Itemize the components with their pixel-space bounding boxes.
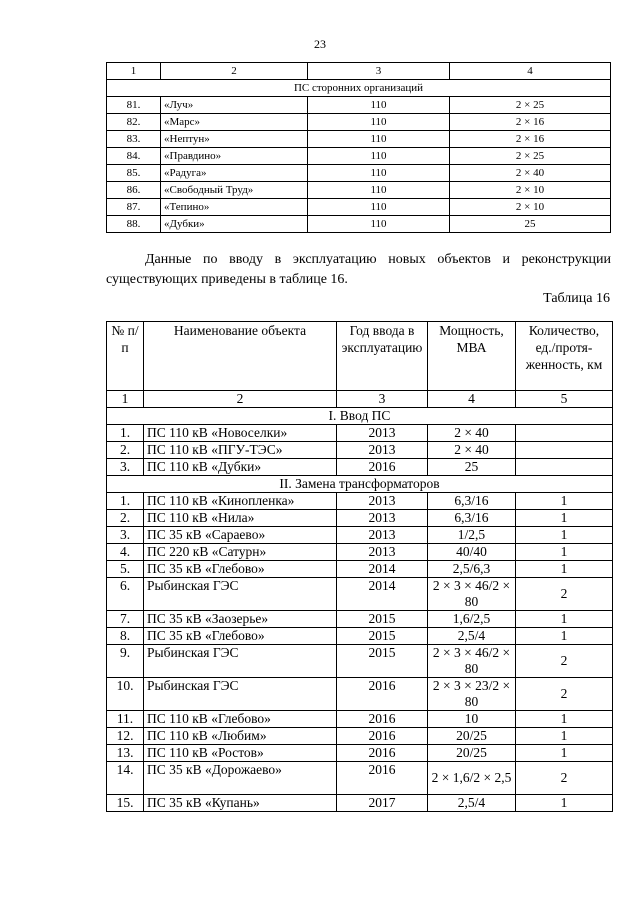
commission-year: 2013 bbox=[337, 544, 428, 561]
table-row bbox=[107, 97, 611, 114]
col-number: 2 bbox=[144, 391, 337, 408]
quantity: 1 bbox=[516, 611, 613, 628]
commission-year: 2014 bbox=[337, 561, 428, 578]
table-row bbox=[107, 148, 611, 165]
col-number: 4 bbox=[450, 63, 611, 80]
power: 2,5/6,3 bbox=[428, 561, 516, 578]
row-number: 2. bbox=[107, 510, 144, 527]
voltage: 110 bbox=[308, 216, 450, 233]
section-title: I. Ввод ПС bbox=[107, 408, 613, 425]
quantity bbox=[516, 442, 613, 459]
row-number: 84. bbox=[107, 148, 161, 165]
table-row bbox=[107, 544, 613, 561]
section-row bbox=[107, 476, 613, 493]
row-number: 11. bbox=[107, 711, 144, 728]
row-number: 5. bbox=[107, 561, 144, 578]
row-number: 2. bbox=[107, 442, 144, 459]
column-number-row bbox=[107, 63, 611, 80]
table-row bbox=[107, 745, 613, 762]
section-1-body bbox=[107, 425, 613, 476]
table-row bbox=[107, 527, 613, 544]
table-16 bbox=[106, 321, 613, 812]
power: 40/40 bbox=[428, 544, 516, 561]
paragraph-text: Данные по вводу в эксплуатацию новых объектов и реконструкции существующих приведены в таблице 16. bbox=[106, 252, 611, 287]
row-number: 15. bbox=[107, 795, 144, 812]
object-name: Рыбинская ГЭС bbox=[144, 678, 337, 711]
table-row bbox=[107, 165, 611, 182]
col-number: 5 bbox=[516, 391, 613, 408]
object-name: ПС 220 кВ «Сатурн» bbox=[144, 544, 337, 561]
row-number: 1. bbox=[107, 425, 144, 442]
header-cell-year: Год ввода в эксплуатацию bbox=[337, 322, 428, 391]
header-cell-quantity: Количество, ед./протя-женность, км bbox=[516, 322, 613, 391]
object-name: ПС 35 кВ «Сараево» bbox=[144, 527, 337, 544]
row-number: 82. bbox=[107, 114, 161, 131]
commission-year: 2016 bbox=[337, 762, 428, 795]
commission-year: 2013 bbox=[337, 442, 428, 459]
table-row bbox=[107, 762, 613, 795]
table-row bbox=[107, 199, 611, 216]
table-15-continuation bbox=[106, 62, 611, 233]
power: 1,6/2,5 bbox=[428, 611, 516, 628]
power: 20/25 bbox=[428, 745, 516, 762]
row-number: 6. bbox=[107, 578, 144, 611]
quantity bbox=[516, 459, 613, 476]
table-row bbox=[107, 493, 613, 510]
table-row bbox=[107, 182, 611, 199]
object-name: «Правдино» bbox=[161, 148, 308, 165]
table-row bbox=[107, 795, 613, 812]
commission-year: 2013 bbox=[337, 493, 428, 510]
object-name: ПС 110 кВ «Дубки» bbox=[144, 459, 337, 476]
row-number: 1. bbox=[107, 493, 144, 510]
object-name: ПС 35 кВ «Глебово» bbox=[144, 628, 337, 645]
power: 25 bbox=[428, 459, 516, 476]
object-name: ПС 35 кВ «Купань» bbox=[144, 795, 337, 812]
row-number: 7. bbox=[107, 611, 144, 628]
power: 2 × 16 bbox=[450, 131, 611, 148]
table-row bbox=[107, 442, 613, 459]
commission-year: 2015 bbox=[337, 628, 428, 645]
object-name: ПС 35 кВ «Заозерье» bbox=[144, 611, 337, 628]
voltage: 110 bbox=[308, 182, 450, 199]
table-row bbox=[107, 561, 613, 578]
table-row bbox=[107, 711, 613, 728]
commission-year: 2016 bbox=[337, 728, 428, 745]
object-name: ПС 110 кВ «Новоселки» bbox=[144, 425, 337, 442]
power: 2 × 10 bbox=[450, 182, 611, 199]
row-number: 13. bbox=[107, 745, 144, 762]
power: 2,5/4 bbox=[428, 628, 516, 645]
col-number: 3 bbox=[337, 391, 428, 408]
quantity: 1 bbox=[516, 493, 613, 510]
power: 2 × 40 bbox=[450, 165, 611, 182]
power: 2 × 3 × 46/2 × 80 bbox=[428, 645, 516, 678]
object-name: ПС 110 кВ «Нила» bbox=[144, 510, 337, 527]
table-row bbox=[107, 578, 613, 611]
table-row bbox=[107, 611, 613, 628]
table-row bbox=[107, 628, 613, 645]
object-name: Рыбинская ГЭС bbox=[144, 578, 337, 611]
power: 25 bbox=[450, 216, 611, 233]
quantity: 2 bbox=[516, 762, 613, 795]
row-number: 12. bbox=[107, 728, 144, 745]
table-row bbox=[107, 459, 613, 476]
quantity: 2 bbox=[516, 678, 613, 711]
row-number: 3. bbox=[107, 459, 144, 476]
power: 2 × 40 bbox=[428, 425, 516, 442]
voltage: 110 bbox=[308, 97, 450, 114]
object-name: «Нептун» bbox=[161, 131, 308, 148]
object-name: ПС 35 кВ «Дорожаево» bbox=[144, 762, 337, 795]
object-name: «Дубки» bbox=[161, 216, 308, 233]
power: 2 × 3 × 23/2 × 80 bbox=[428, 678, 516, 711]
object-name: «Луч» bbox=[161, 97, 308, 114]
object-name: ПС 110 кВ «ПГУ-ТЭС» bbox=[144, 442, 337, 459]
row-number: 87. bbox=[107, 199, 161, 216]
quantity: 1 bbox=[516, 561, 613, 578]
quantity: 1 bbox=[516, 745, 613, 762]
commission-year: 2016 bbox=[337, 678, 428, 711]
body-paragraph bbox=[106, 250, 611, 290]
quantity: 1 bbox=[516, 628, 613, 645]
power: 20/25 bbox=[428, 728, 516, 745]
voltage: 110 bbox=[308, 131, 450, 148]
quantity: 1 bbox=[516, 527, 613, 544]
power: 2 × 25 bbox=[450, 148, 611, 165]
row-number: 8. bbox=[107, 628, 144, 645]
object-name: «Радуга» bbox=[161, 165, 308, 182]
commission-year: 2017 bbox=[337, 795, 428, 812]
section-row bbox=[107, 408, 613, 425]
column-number-row bbox=[107, 391, 613, 408]
voltage: 110 bbox=[308, 165, 450, 182]
commission-year: 2016 bbox=[337, 459, 428, 476]
section-title: ПС сторонних организаций bbox=[107, 80, 611, 97]
col-number: 2 bbox=[161, 63, 308, 80]
row-number: 81. bbox=[107, 97, 161, 114]
quantity bbox=[516, 425, 613, 442]
row-number: 86. bbox=[107, 182, 161, 199]
table-row bbox=[107, 728, 613, 745]
quantity: 1 bbox=[516, 711, 613, 728]
col-number: 4 bbox=[428, 391, 516, 408]
commission-year: 2016 bbox=[337, 711, 428, 728]
object-name: ПС 110 кВ «Кинопленка» bbox=[144, 493, 337, 510]
row-number: 14. bbox=[107, 762, 144, 795]
table-row bbox=[107, 678, 613, 711]
commission-year: 2014 bbox=[337, 578, 428, 611]
commission-year: 2013 bbox=[337, 425, 428, 442]
power: 2 × 25 bbox=[450, 97, 611, 114]
table-15-body bbox=[107, 97, 611, 233]
table-caption: Таблица 16 bbox=[543, 291, 610, 306]
col-number: 1 bbox=[107, 391, 144, 408]
object-name: ПС 110 кВ «Ростов» bbox=[144, 745, 337, 762]
page-number: 23 bbox=[314, 37, 326, 51]
power: 6,3/16 bbox=[428, 493, 516, 510]
voltage: 110 bbox=[308, 114, 450, 131]
object-name: Рыбинская ГЭС bbox=[144, 645, 337, 678]
object-name: ПС 35 кВ «Глебово» bbox=[144, 561, 337, 578]
power: 10 bbox=[428, 711, 516, 728]
row-number: 3. bbox=[107, 527, 144, 544]
object-name: ПС 110 кВ «Любим» bbox=[144, 728, 337, 745]
commission-year: 2016 bbox=[337, 745, 428, 762]
table-row bbox=[107, 131, 611, 148]
power: 2 × 3 × 46/2 × 80 bbox=[428, 578, 516, 611]
commission-year: 2015 bbox=[337, 645, 428, 678]
section-title: II. Замена трансформаторов bbox=[107, 476, 613, 493]
table-row bbox=[107, 425, 613, 442]
row-number: 4. bbox=[107, 544, 144, 561]
voltage: 110 bbox=[308, 148, 450, 165]
object-name: «Свободный Труд» bbox=[161, 182, 308, 199]
table-row bbox=[107, 216, 611, 233]
row-number: 9. bbox=[107, 645, 144, 678]
quantity: 1 bbox=[516, 544, 613, 561]
power: 1/2,5 bbox=[428, 527, 516, 544]
table-row bbox=[107, 645, 613, 678]
quantity: 1 bbox=[516, 728, 613, 745]
header-cell-name: Наименование объекта bbox=[144, 322, 337, 391]
object-name: ПС 110 кВ «Глебово» bbox=[144, 711, 337, 728]
section-2-body bbox=[107, 493, 613, 812]
quantity: 1 bbox=[516, 795, 613, 812]
quantity: 1 bbox=[516, 510, 613, 527]
quantity: 2 bbox=[516, 645, 613, 678]
col-number: 1 bbox=[107, 63, 161, 80]
row-number: 10. bbox=[107, 678, 144, 711]
table-row bbox=[107, 510, 613, 527]
col-number: 3 bbox=[308, 63, 450, 80]
object-name: «Тепино» bbox=[161, 199, 308, 216]
power: 2 × 16 bbox=[450, 114, 611, 131]
power: 2,5/4 bbox=[428, 795, 516, 812]
power: 2 × 1,6/2 × 2,5 bbox=[428, 762, 516, 795]
row-number: 88. bbox=[107, 216, 161, 233]
power: 6,3/16 bbox=[428, 510, 516, 527]
commission-year: 2015 bbox=[337, 611, 428, 628]
header-cell-number: № п/п bbox=[107, 322, 144, 391]
power: 2 × 10 bbox=[450, 199, 611, 216]
quantity: 2 bbox=[516, 578, 613, 611]
row-number: 83. bbox=[107, 131, 161, 148]
voltage: 110 bbox=[308, 199, 450, 216]
row-number: 85. bbox=[107, 165, 161, 182]
section-row bbox=[107, 80, 611, 97]
header-cell-power: Мощность, МВА bbox=[428, 322, 516, 391]
header-row bbox=[107, 322, 613, 391]
table-row bbox=[107, 114, 611, 131]
power: 2 × 40 bbox=[428, 442, 516, 459]
commission-year: 2013 bbox=[337, 510, 428, 527]
object-name: «Марс» bbox=[161, 114, 308, 131]
commission-year: 2013 bbox=[337, 527, 428, 544]
